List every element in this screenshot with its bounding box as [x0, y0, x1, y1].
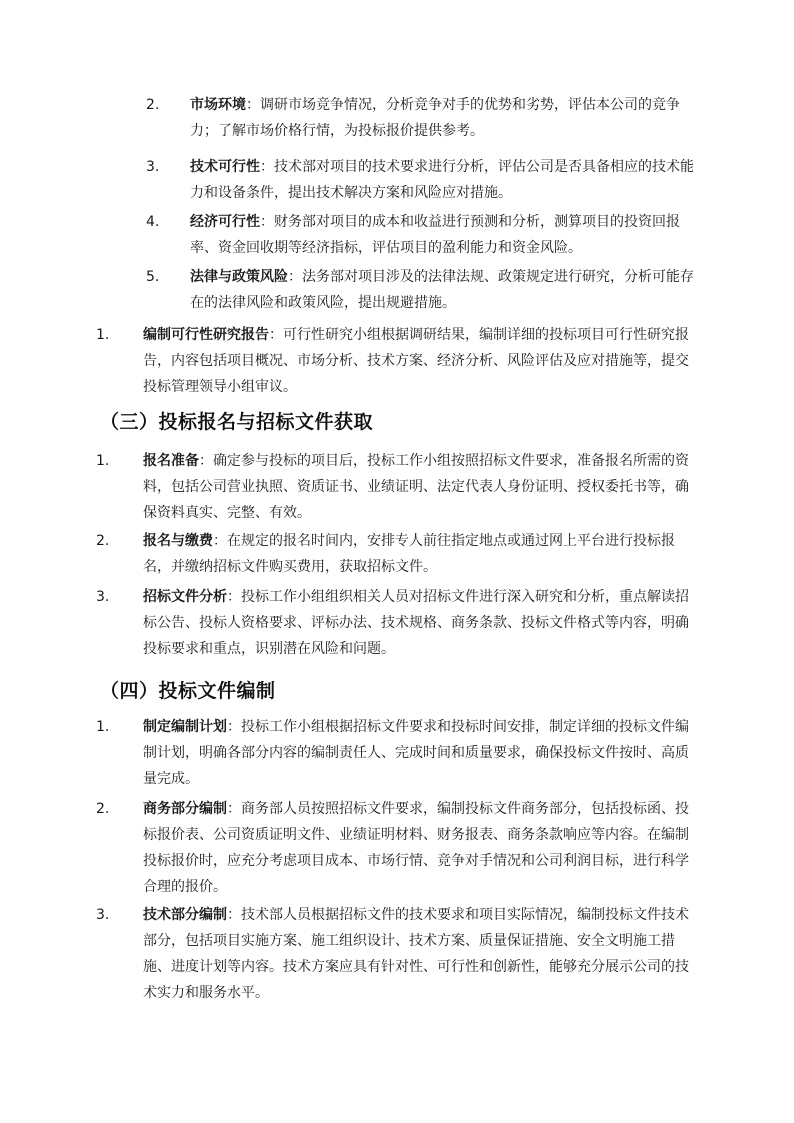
item-number: 1.	[96, 719, 110, 735]
item-term: 经济可行性	[190, 214, 260, 230]
item-body	[143, 528, 702, 580]
item-number: 2.	[146, 97, 160, 113]
item-text: ：技术部对项目的技术要求进行分析，评估公司是否具备相应的技术能力和设备条件，提出技术解决方案和风险应对措施。	[190, 159, 694, 201]
section-heading-4: （四）投标文件编制	[100, 680, 276, 702]
item-text: ：法务部对项目涉及的法律法规、政策规定进行研究，分析可能存在的法律风险和政策风险，提出规避措施。	[190, 269, 694, 311]
item-body	[190, 264, 702, 316]
item-term: 商务部分编制	[143, 801, 227, 817]
section3-list	[0, 448, 794, 664]
item-text: ：调研市场竞争情况，分析竞争对手的优势和劣势，评估本公司的竞争力；了解市场价格行情，为投标报价提供参考。	[190, 97, 680, 139]
item-number: 1.	[96, 327, 110, 343]
item-number: 5.	[146, 269, 160, 285]
item-term: 市场环境	[190, 97, 246, 113]
list-item	[0, 714, 794, 796]
item-text: ：财务部对项目的成本和收益进行预测和分析，测算项目的投资回报率、资金回收期等经济指标，评估项目的盈利能力和资金风险。	[190, 214, 680, 256]
list-item	[0, 796, 794, 902]
list-item	[0, 902, 794, 1006]
list-item	[0, 154, 794, 209]
item-term: 招标文件分析	[143, 589, 227, 605]
list-item	[0, 584, 794, 664]
item-text: ：商务部人员按照招标文件要求，编制投标文件商务部分，包括投标函、投标报价表、公司资质证明文件、业绩证明材料、财务报表、商务条款响应等内容。在编制投标报价时，应充分考虑项目成本、市场行情、竞争对手情况和公司利润目标，进行科学合理的报价。	[143, 801, 689, 895]
item-number: 1.	[96, 453, 110, 469]
item-number: 3.	[146, 159, 160, 175]
item-text: ：在规定的报名时间内，安排专人前往指定地点或通过网上平台进行投标报名，并缴纳招标文件购买费用，获取招标文件。	[143, 533, 675, 575]
section-heading-3: （三）投标报名与招标文件获取	[100, 411, 374, 433]
feasibility-sub-list	[0, 92, 794, 402]
list-item	[0, 528, 794, 584]
item-text: ：技术部人员根据招标文件的技术要求和项目实际情况，编制投标文件技术部分，包括项目实施方案、施工组织设计、技术方案、质量保证措施、安全文明施工措施、进度计划等内容。技术方案应具有针对性、可行性和创新性，能够充分展示公司的技术实力和服务水平。	[143, 907, 689, 1001]
item-text: ：投标工作小组根据招标文件要求和投标时间安排，制定详细的投标文件编制计划，明确各部分内容的编制责任人、完成时间和质量要求，确保投标文件按时、高质量完成。	[143, 719, 689, 787]
item-body	[143, 322, 702, 400]
item-term: 法律与政策风险	[190, 269, 288, 285]
list-item	[0, 322, 794, 402]
item-number: 3.	[96, 907, 110, 923]
item-number: 2.	[96, 533, 110, 549]
item-body	[143, 796, 702, 900]
item-body	[190, 209, 702, 261]
item-term: 制定编制计划	[143, 719, 227, 735]
item-body	[143, 902, 702, 1006]
item-number: 2.	[96, 801, 110, 817]
item-body	[143, 584, 702, 662]
section4-list	[0, 714, 794, 1006]
item-term: 报名准备	[143, 453, 199, 469]
item-number: 3.	[96, 589, 110, 605]
item-term: 技术部分编制	[143, 907, 227, 923]
item-text: ：确定参与投标的项目后，投标工作小组按照招标文件要求，准备报名所需的资料，包括公司营业执照、资质证书、业绩证明、法定代表人身份证明、授权委托书等，确保资料真实、完整、有效。	[143, 453, 689, 521]
item-term: 报名与缴费	[143, 533, 213, 549]
item-number: 4.	[146, 214, 160, 230]
list-item	[0, 209, 794, 264]
item-text: ：投标工作小组组织相关人员对招标文件进行深入研究和分析，重点解读招标公告、投标人资格要求、评标办法、技术规格、商务条款、投标文件格式等内容，明确投标要求和重点，识别潜在风险和问题。	[143, 589, 689, 657]
item-body	[190, 154, 702, 206]
list-item	[0, 92, 794, 154]
item-term: 技术可行性	[190, 159, 260, 175]
item-body	[143, 448, 702, 526]
item-term: 编制可行性研究报告	[143, 327, 269, 343]
item-body	[143, 714, 702, 792]
item-text: ：可行性研究小组根据调研结果，编制详细的投标项目可行性研究报告，内容包括项目概况、市场分析、技术方案、经济分析、风险评估及应对措施等，提交投标管理领导小组审议。	[143, 327, 689, 395]
item-body	[190, 92, 702, 144]
list-item	[0, 264, 794, 322]
list-item	[0, 448, 794, 528]
